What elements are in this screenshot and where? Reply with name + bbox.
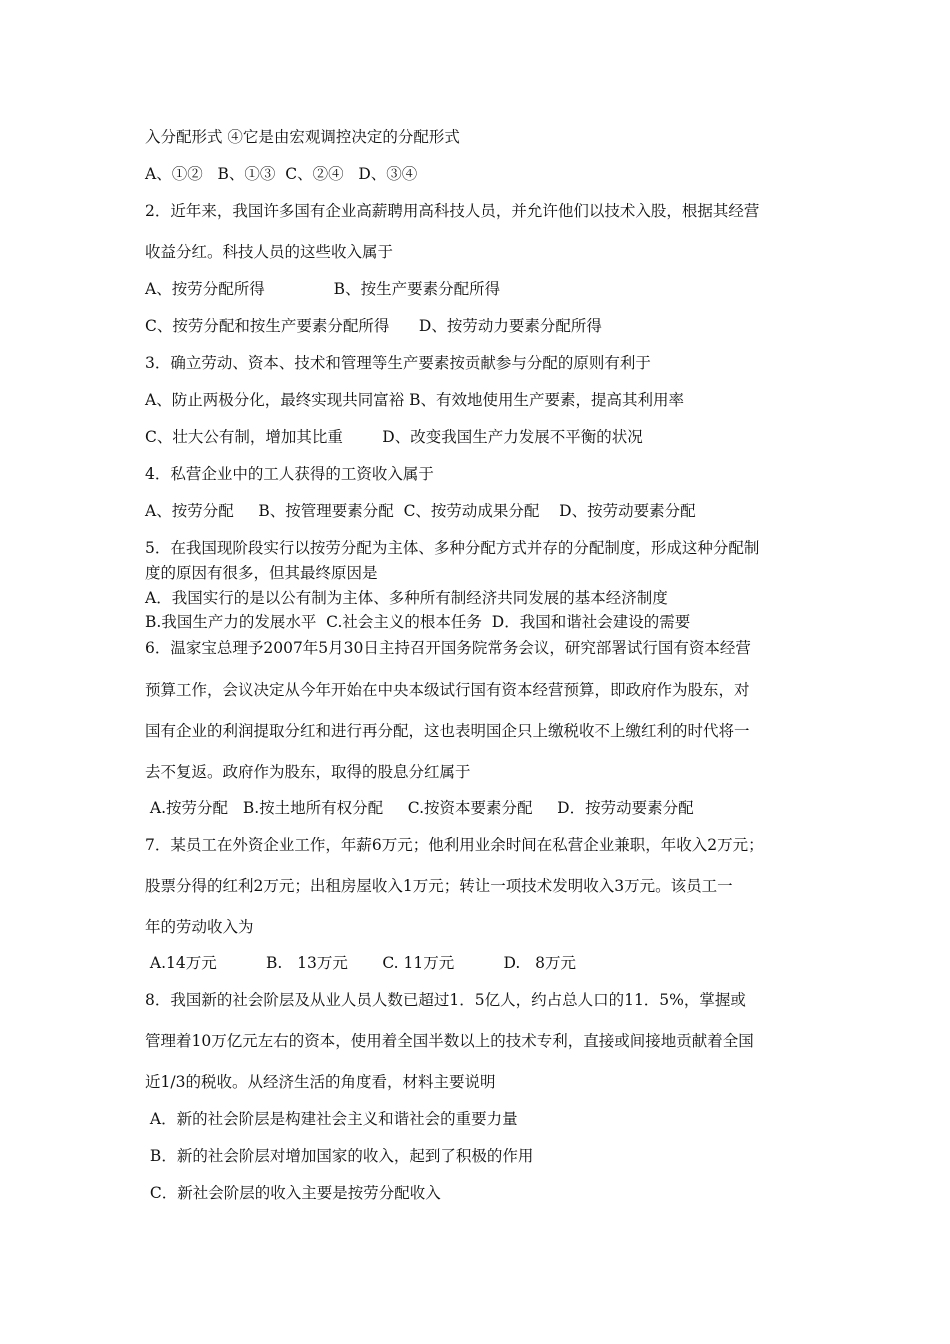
text-line: B．新的社会阶层对增加国家的收入，起到了积极的作用 [145, 1147, 534, 1165]
text-line: 度的原因有很多，但其最终原因是 [145, 564, 378, 582]
text-line: A、按劳分配 B、按管理要素分配 C、按劳动成果分配 D、按劳动要素分配 [145, 502, 696, 520]
text-line: 去不复返。政府作为股东，取得的股息分红属于 [145, 763, 471, 781]
text-line: 3．确立劳动、资本、技术和管理等生产要素按贡献参与分配的原则有利于 [145, 354, 651, 372]
text-line: 年的劳动收入为 [145, 918, 254, 936]
text-line: 4．私营企业中的工人获得的工资收入属于 [145, 465, 434, 483]
text-line: A、①② B、①③ C、②④ D、③④ [145, 165, 418, 183]
text-line: A．新的社会阶层是构建社会主义和谐社会的重要力量 [145, 1110, 518, 1128]
text-line: A.14万元 B. 13万元 C. 11万元 D. 8万元 [145, 954, 576, 972]
text-line: C．新社会阶层的收入主要是按劳分配收入 [145, 1184, 441, 1202]
text-line: 国有企业的利润提取分红和进行再分配，这也表明国企只上缴税收不上缴红利的时代将一 [145, 722, 750, 740]
text-line: 2．近年来，我国许多国有企业高薪聘用高科技人员，并允许他们以技术入股，根据其经营 [145, 202, 760, 220]
text-line: A.按劳分配 B.按土地所有权分配 C.按资本要素分配 D．按劳动要素分配 [145, 799, 694, 817]
text-line: 预算工作，会议决定从今年开始在中央本级试行国有资本经营预算，即政府作为股东，对 [145, 681, 750, 699]
text-line: 管理着10万亿元左右的资本，使用着全国半数以上的技术专利，直接或间接地贡献着全国 [145, 1032, 754, 1050]
text-line: 6．温家宝总理予2007年5月30日主持召开国务院常务会议，研究部署试行国有资本经营 [145, 639, 751, 657]
text-line: C、壮大公有制，增加其比重 D、改变我国生产力发展不平衡的状况 [145, 428, 643, 446]
text-line: 收益分红。科技人员的这些收入属于 [145, 243, 394, 261]
text-line: A．我国实行的是以公有制为主体、多种所有制经济共同发展的基本经济制度 [145, 589, 668, 607]
text-line: 入分配形式 ④它是由宏观调控决定的分配形式 [145, 128, 460, 146]
text-line: 8．我国新的社会阶层及从业人员人数已超过1．5亿人，约占总人口的11．5%，掌握或 [145, 991, 746, 1009]
text-line: 5．在我国现阶段实行以按劳分配为主体、多种分配方式并存的分配制度，形成这种分配制 [145, 539, 760, 557]
text-line: 7．某员工在外资企业工作，年薪6万元；他利用业余时间在私营企业兼职，年收入2万元； [145, 836, 764, 854]
text-line: A、按劳分配所得 B、按生产要素分配所得 [145, 280, 501, 298]
text-line: C、按劳分配和按生产要素分配所得 D、按劳动力要素分配所得 [145, 317, 602, 335]
text-line: 近1/3的税收。从经济生活的角度看，材料主要说明 [145, 1073, 496, 1091]
text-line: B.我国生产力的发展水平 C.社会主义的根本任务 D．我国和谐社会建设的需要 [145, 613, 691, 631]
text-line: 股票分得的红利2万元；出租房屋收入1万元；转让一项技术发明收入3万元。该员工一 [145, 877, 733, 895]
text-line: A、防止两极分化，最终实现共同富裕 B、有效地使用生产要素，提高其利用率 [145, 391, 685, 409]
